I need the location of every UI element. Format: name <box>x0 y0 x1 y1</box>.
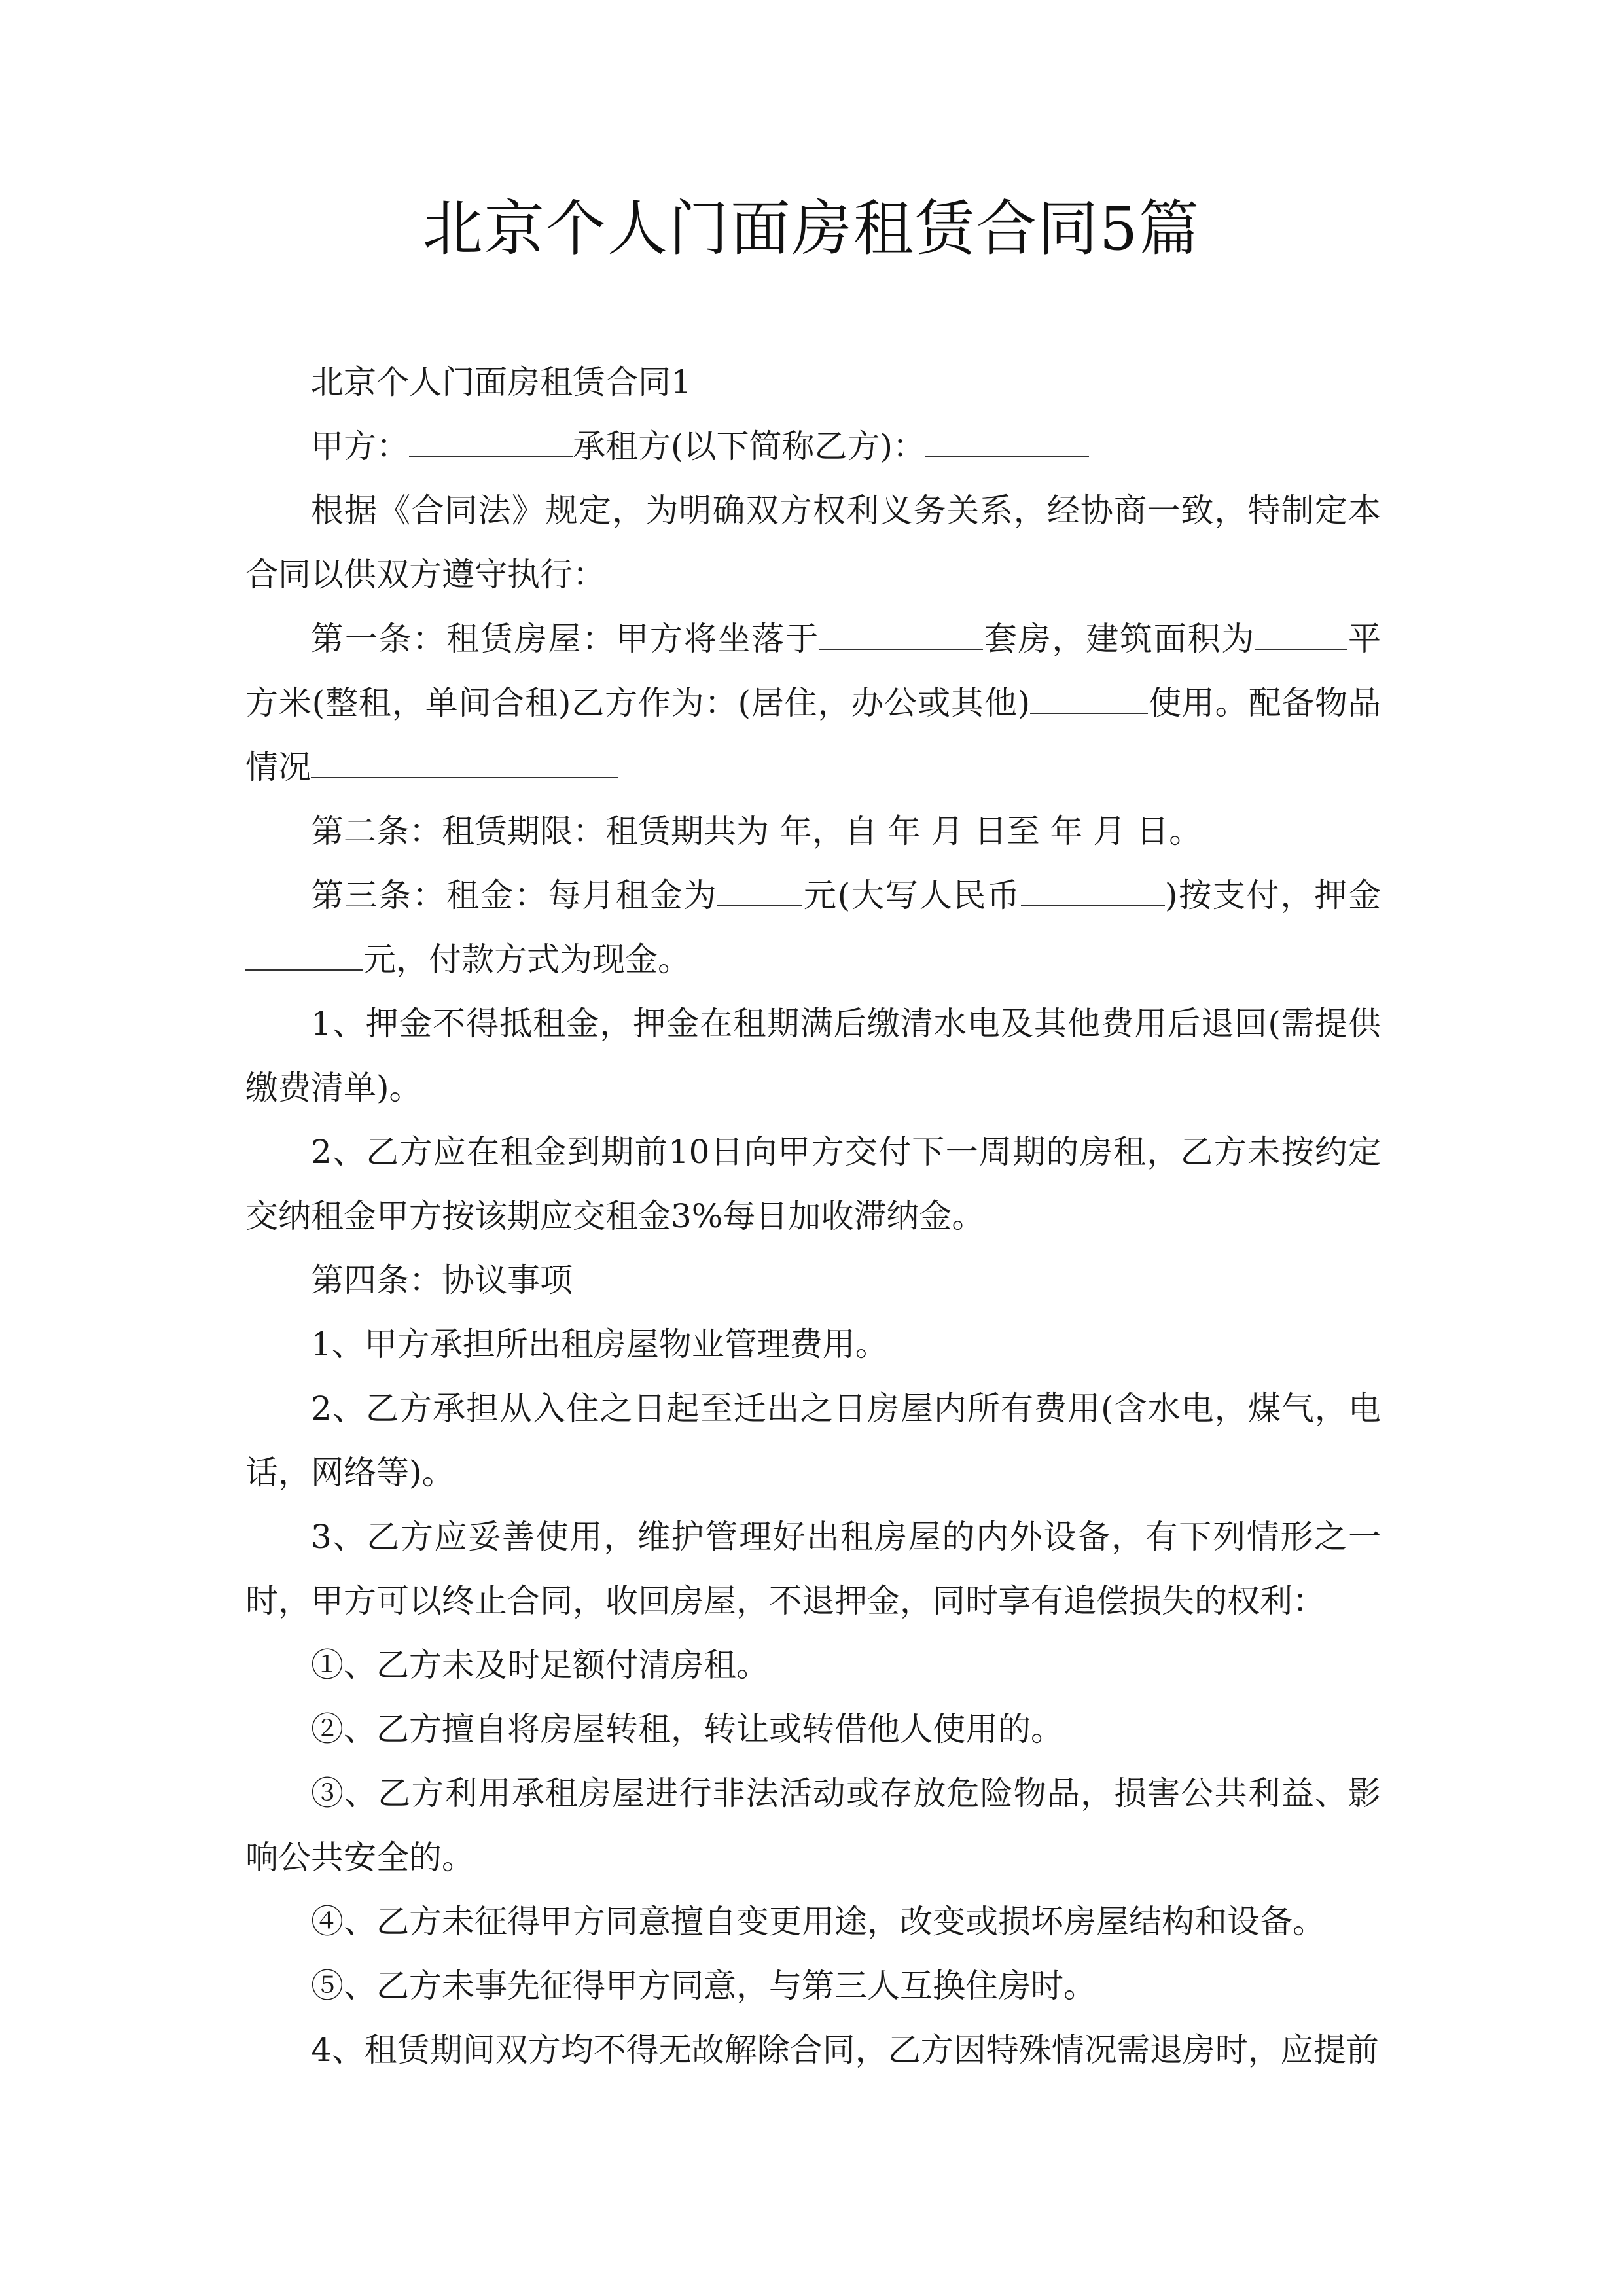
party-b-blank <box>925 426 1089 457</box>
article-1-paragraph <box>245 607 1381 799</box>
rent-amount-blank <box>717 875 802 906</box>
text-segment: 1、押金不得抵租金，押金在租期满后缴清水电及其他费用后退回(需提供缴费清单)。 <box>245 1005 1381 1107</box>
text-segment: 套房，建筑面积为 <box>983 620 1256 658</box>
text-segment: 第三条：租金：每月租金为 <box>311 876 718 914</box>
party-a-label: 甲方： <box>311 427 409 465</box>
section-heading-contract-1 <box>245 350 1381 414</box>
text-segment: 4、租赁期间双方均不得无故解除合同，乙方因特殊情况需退房时，应提前 <box>311 2031 1379 2069</box>
document-body <box>245 350 1381 2082</box>
deposit-blank <box>245 939 363 971</box>
area-blank <box>1255 619 1347 650</box>
text-segment: 北京个人门面房租赁合同1 <box>311 363 692 401</box>
list-item <box>245 1633 1381 1697</box>
usage-blank <box>1030 683 1148 714</box>
list-item <box>245 1697 1381 1761</box>
items-blank <box>311 747 618 778</box>
text-segment: 2、乙方应在租金到期前10日向甲方交付下一周期的房租，乙方未按约定交纳租金甲方按该期应交租金3%每日加收滞纳金。 <box>245 1133 1381 1235</box>
clause-paragraph <box>245 1312 1381 1376</box>
clause-paragraph <box>245 1376 1381 1505</box>
clause-paragraph <box>245 992 1381 1120</box>
party-a-blank <box>409 426 573 457</box>
text-segment: ④、乙方未征得甲方同意擅自变更用途，改变或损坏房屋结构和设备。 <box>311 1903 1325 1941</box>
text-segment: 元(大写人民币 <box>802 876 1021 914</box>
text-segment: ①、乙方未及时足额付清房租。 <box>311 1646 769 1684</box>
text-segment: ③、乙方利用承租房屋进行非法活动或存放危险物品，损害公共利益、影响公共安全的。 <box>245 1774 1381 1876</box>
text-segment: 元，付款方式为现金。 <box>363 941 690 978</box>
text-segment: ②、乙方擅自将房屋转租，转让或转借他人使用的。 <box>311 1710 1063 1748</box>
address-blank <box>819 619 983 650</box>
text-segment: 1、甲方承担所出租房屋物业管理费用。 <box>311 1325 888 1363</box>
text-segment: 使用。配备物品情况 <box>245 684 1382 786</box>
text-segment: 2、乙方承担从入住之日起至迁出之日房屋内所有费用(含水电，煤气，电话，网络等)。 <box>245 1390 1381 1492</box>
clause-paragraph <box>245 2018 1381 2082</box>
article-3-paragraph <box>245 863 1381 992</box>
article-2-paragraph <box>245 799 1381 863</box>
parties-line <box>245 414 1381 478</box>
text-segment: )按支付，押金 <box>1164 876 1381 914</box>
article-4-heading <box>245 1248 1381 1312</box>
document-title: 北京个人门面房租赁合同5篇 <box>422 194 1201 264</box>
preamble-paragraph <box>245 478 1381 607</box>
text-segment: 3、乙方应妥善使用，维护管理好出租房屋的内外设备，有下列情形之一时，甲方可以终止合同，收回房屋，不退押金，同时享有追偿损失的权利： <box>245 1518 1381 1620</box>
list-item <box>245 1761 1381 1890</box>
party-b-label: 承租方(以下简称乙方)： <box>573 427 926 465</box>
clause-paragraph <box>245 1120 1381 1248</box>
text-segment: 第四条：协议事项 <box>311 1261 573 1299</box>
text-segment: ⑤、乙方未事先征得甲方同意，与第三人互换住房时。 <box>311 1967 1096 2005</box>
text-segment: 根据《合同法》规定，为明确双方权利义务关系，经协商一致，特制定本合同以供双方遵守执行： <box>245 492 1381 594</box>
text-segment: 第一条：租赁房屋：甲方将坐落于 <box>311 620 819 658</box>
rent-uppercase-blank <box>1021 875 1165 906</box>
list-item <box>245 1954 1381 2018</box>
text-segment: 第二条：租赁期限：租赁期共为 年，自 年 月 日至 年 月 日。 <box>311 812 1202 850</box>
list-item <box>245 1890 1381 1954</box>
text-segment: 平方米(整租，单间合租)乙方作为：(居住，办公或其他) <box>245 620 1382 722</box>
clause-paragraph <box>245 1505 1381 1633</box>
